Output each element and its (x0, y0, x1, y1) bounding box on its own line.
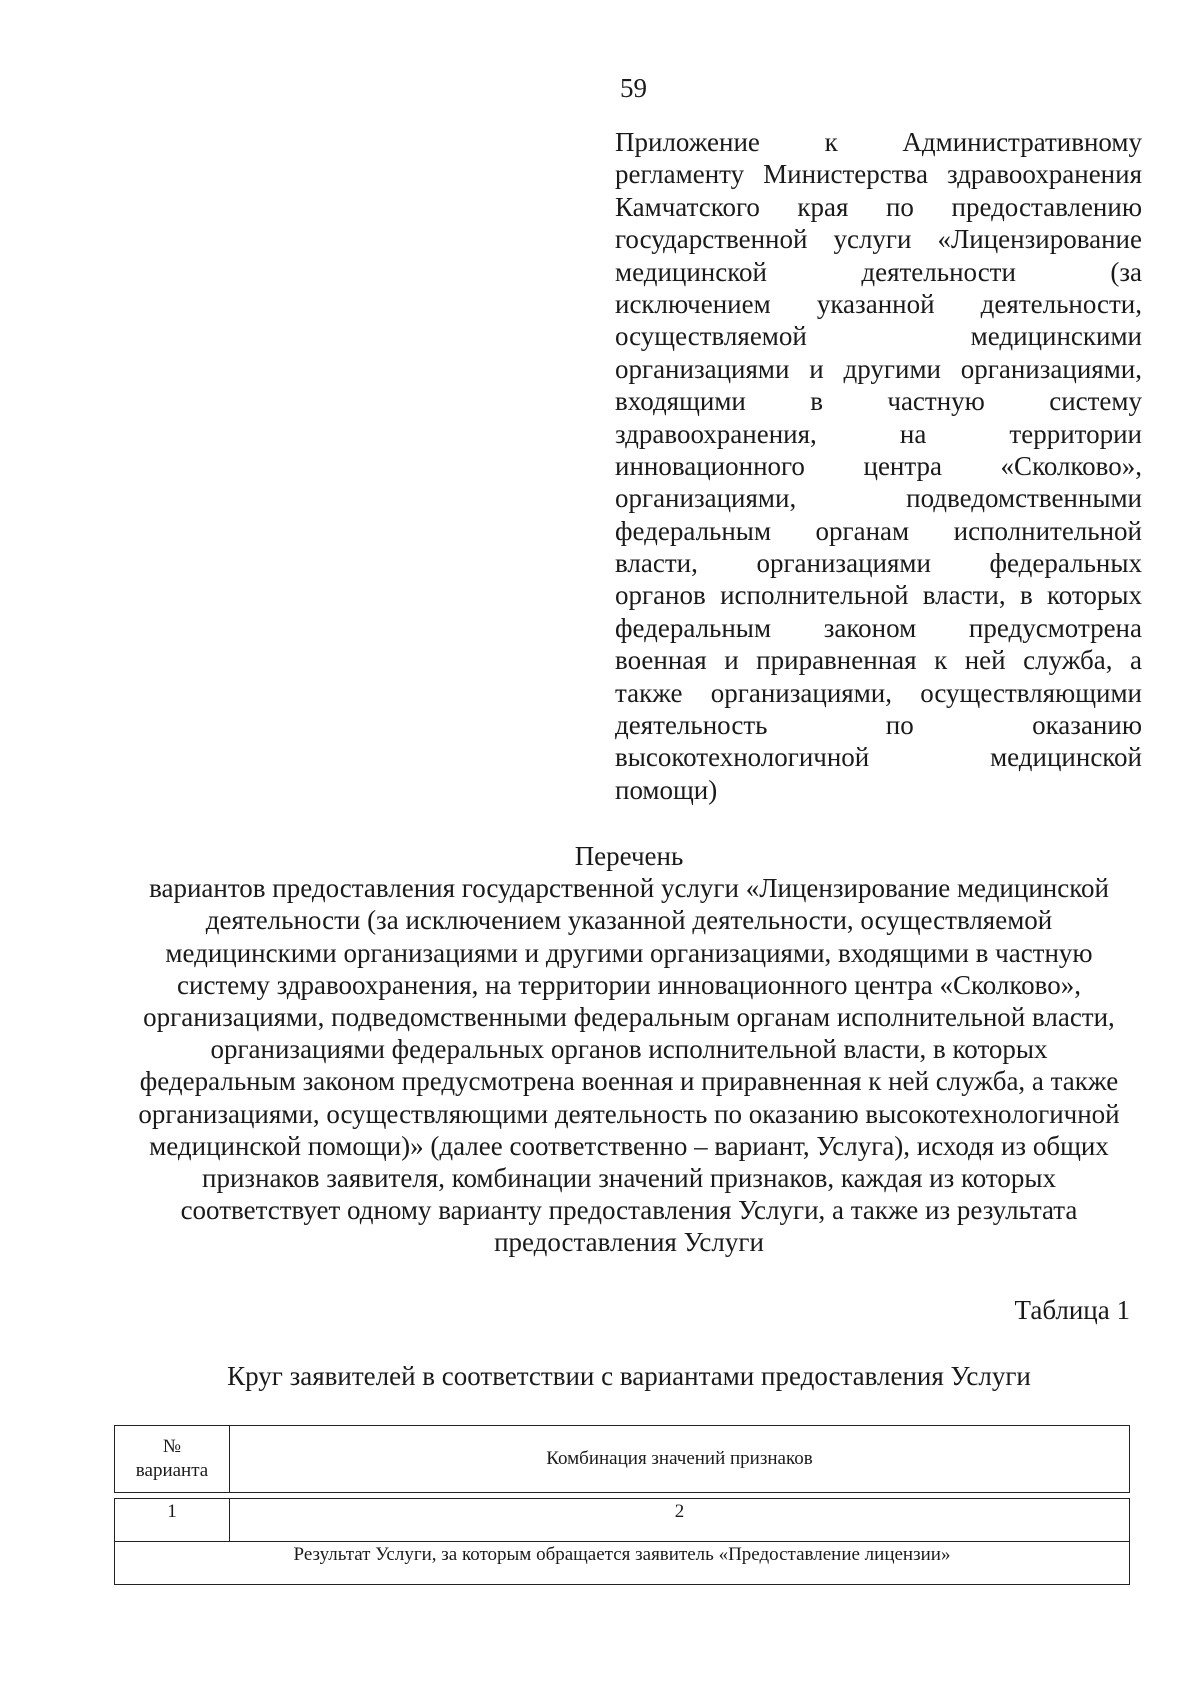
appendix-line: помощи) (615, 774, 718, 805)
variants-table (114, 1425, 1130, 1585)
title-line: медицинской помощи)» (далее соответственно – вариант, Услуга), исходя из общих (149, 1130, 1109, 1161)
title-line: систему здравоохранения, на территории инновационного центра «Сколково», (177, 969, 1081, 1000)
appendix-line: федеральным органам исполнительной (615, 515, 1142, 546)
appendix-note (615, 126, 1142, 806)
table-caption: Круг заявителей в соответствии с вариантами предоставления Услуги (227, 1361, 1031, 1391)
appendix-line: военная и приравненная к ней служба, а (615, 645, 1142, 676)
appendix-line: регламенту Министерства здравоохранения (615, 159, 1142, 190)
appendix-line: осуществляемой медицинскими (615, 321, 1142, 352)
appendix-line: здравоохранения, на территории (615, 418, 1142, 449)
appendix-line: власти, организациями федеральных (615, 548, 1142, 579)
title-line: организациями, осуществляющими деятельность по оказанию высокотехнологичной (138, 1098, 1120, 1129)
appendix-line: входящими в частную систему (615, 386, 1142, 417)
appendix-line: органов исполнительной власти, в которых (615, 580, 1142, 611)
header-number-sign: № (162, 1436, 182, 1457)
document-title (110, 840, 1148, 1258)
column-number-cell: 2 (230, 1499, 1130, 1542)
title-line: предоставления Услуги (494, 1227, 764, 1258)
appendix-line: медицинской деятельности (за (615, 256, 1142, 287)
title-line: организациями, подведомственными федеральным органам исполнительной власти, (143, 1001, 1115, 1032)
title-line: деятельности (за исключением указанной деятельности, осуществляемой (205, 905, 1053, 936)
title-line: медицинскими организациями и другими организациями, входящими в частную (165, 937, 1093, 968)
appendix-line: организациями, подведомственными (615, 483, 1142, 514)
title-line: федеральным законом предусмотрена военная и приравненная к ней служба, а также (139, 1066, 1119, 1097)
appendix-line: государственной услуги «Лицензирование (615, 224, 1142, 255)
table-row (115, 1542, 1130, 1585)
appendix-line: деятельность по оказанию (615, 710, 1142, 741)
result-row-cell: Результат Услуги, за которым обращается заявитель «Предоставление лицензии» (115, 1542, 1130, 1585)
table-label: Таблица 1 (1014, 1295, 1130, 1325)
header-combination: Комбинация значений признаков (230, 1426, 1130, 1493)
appendix-line: федеральным законом предусмотрена (615, 612, 1142, 643)
table-header-row (115, 1426, 1130, 1493)
title-line: признаков заявителя, комбинации значений признаков, каждая из которых (202, 1162, 1056, 1193)
appendix-line: Приложение к Административному (615, 127, 1142, 157)
column-number-cell: 1 (115, 1499, 230, 1542)
appendix-line: высокотехнологичной медицинской (615, 742, 1142, 773)
table-row (115, 1499, 1130, 1542)
title-heading: Перечень (574, 841, 684, 871)
appendix-line: также организациями, осуществляющими (615, 677, 1142, 708)
title-line: вариантов предоставления государственной услуги «Лицензирование медицинской (149, 873, 1109, 904)
page-number: 59 (620, 73, 647, 103)
title-line: соответствует одному варианту предоставления Услуги, а также из результата (180, 1195, 1078, 1226)
appendix-line: инновационного центра «Сколково», (615, 450, 1142, 481)
header-variant-number (115, 1426, 230, 1493)
appendix-line: организациями и другими организациями, (615, 353, 1142, 384)
header-variant-label: варианта (135, 1460, 209, 1481)
appendix-line: Камчатского края по предоставлению (615, 191, 1142, 222)
appendix-line: исключением указанной деятельности, (615, 288, 1142, 319)
title-line: организациями федеральных органов исполнительной власти, в которых (210, 1034, 1048, 1065)
